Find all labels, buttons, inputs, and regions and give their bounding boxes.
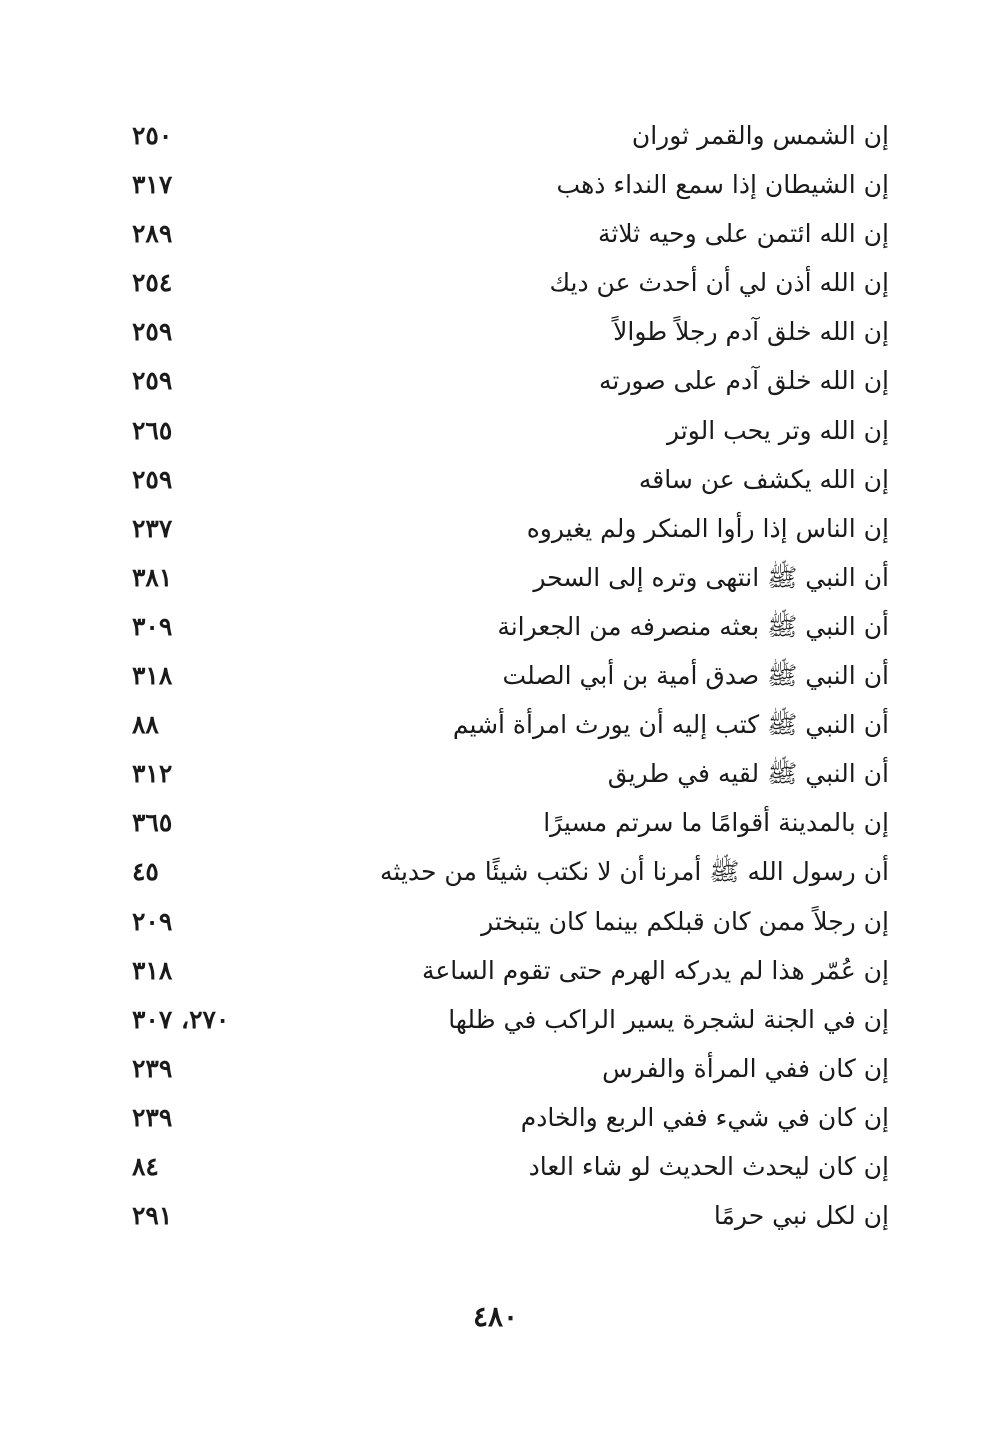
index-entry [0,848,991,897]
hadith-text: إن الشمس والقمر ثوران [631,121,889,150]
hadith-text: إن الله خلق آدم رجلاً طوالاً [613,317,889,347]
page-number: ٤٨٠ [472,1300,519,1333]
index-entry [0,652,991,701]
page-reference: ٣١٢ [132,759,173,789]
index-entry [0,1045,991,1094]
index-entry [0,407,991,456]
hadith-index-list [0,112,991,1241]
hadith-text: أن رسول الله ﷺ أمرنا أن لا نكتب شيئًا من حديثه [380,857,889,887]
hadith-text: أن النبي ﷺ كتب إليه أن يورث امرأة أشيم [452,710,889,740]
index-entry [0,161,991,210]
index-entry [0,898,991,947]
page-reference: ٣٠٩ [132,611,173,641]
index-entry [0,112,991,161]
index-entry [0,701,991,750]
page-reference: ٢٦٥ [132,415,173,445]
hadith-text: إن الناس إذا رأوا المنكر ولم يغيروه [526,513,889,543]
hadith-text: إن الله ائتمن على وحيه ثلاثة [598,219,889,249]
page-reference: ٢٣٩ [132,1053,173,1083]
hadith-text: أن النبي ﷺ انتهى وتره إلى السحر [533,562,889,592]
index-entry [0,750,991,799]
index-entry [0,1192,991,1241]
page-reference: ٣٦٥ [132,808,173,838]
page-reference: ٢٥٠ [132,121,173,150]
hadith-text: إن كان ليحدث الحديث لو شاء العاد [528,1151,889,1181]
page-reference: ٢٣٩ [132,1102,173,1132]
page-reference: ٨٨ [132,710,159,740]
index-entry [0,1094,991,1143]
hadith-text: إن بالمدينة أقوامًا ما سرتم مسيرًا [543,808,889,838]
page-reference: ٢٥٩ [132,464,173,494]
hadith-text: أن النبي ﷺ صدق أمية بن أبي الصلت [502,661,889,691]
page-reference: ٢٥٩ [132,317,173,347]
index-entry [0,357,991,406]
hadith-text: إن الله وتر يحب الوتر [666,415,889,445]
hadith-text: إن كان في شيء ففي الربع والخادم [520,1102,889,1132]
index-entry [0,308,991,357]
hadith-text: إن الله أذن لي أن أحدث عن ديك [549,268,889,298]
hadith-text: إن الله خلق آدم على صورته [598,366,889,396]
page-reference: ٢٠٩ [132,906,173,936]
index-entry [0,603,991,652]
page-reference: ٢٩١ [132,1201,173,1231]
hadith-text: إن في الجنة لشجرة يسير الراكب في ظلها [448,1004,889,1034]
hadith-text: أن النبي ﷺ لقيه في طريق [607,759,889,789]
hadith-text: إن الشيطان إذا سمع النداء ذهب [556,170,889,200]
hadith-text: إن عُمّر هذا لم يدركه الهرم حتى تقوم الساعة [421,955,889,985]
hadith-text: إن لكل نبي حرمًا [713,1201,889,1231]
hadith-text: إن الله يكشف عن ساقه [638,464,889,494]
page-reference: ٨٤ [132,1151,159,1181]
index-entry [0,947,991,996]
index-entry [0,259,991,308]
index-entry [0,505,991,554]
hadith-text: إن كان ففي المرأة والفرس [602,1053,889,1083]
index-entry [0,554,991,603]
page-reference: ٣١٨ [132,661,173,691]
page-reference: ٢٣٧ [132,513,173,543]
page-reference: ٣١٧ [132,170,173,200]
page-reference: ٢٥٤ [132,268,173,298]
hadith-text: إن رجلاً ممن كان قبلكم بينما كان يتبختر [481,906,889,936]
page-reference: ٢٥٩ [132,366,173,396]
index-entry [0,996,991,1045]
index-entry [0,1143,991,1192]
page-reference: ٢٧٠، ٣٠٧ [132,1004,230,1034]
index-entry [0,799,991,848]
page-reference: ٢٨٩ [132,219,173,249]
hadith-text: أن النبي ﷺ بعثه منصرفه من الجعرانة [497,611,889,641]
page-reference: ٣٨١ [132,562,173,592]
index-entry [0,210,991,259]
page-reference: ٤٥ [132,857,159,887]
page-reference: ٣١٨ [132,955,173,985]
index-entry [0,456,991,505]
